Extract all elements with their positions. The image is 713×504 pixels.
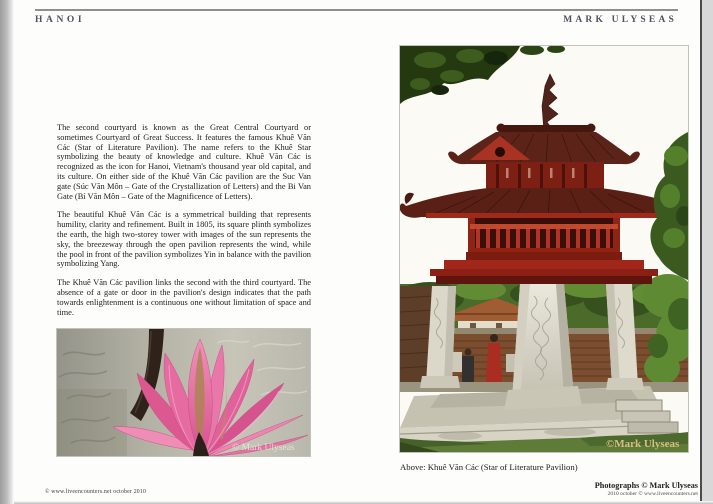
photo-credit-watermark: ©Mark Ulyseas (606, 438, 680, 450)
lotus-photo-graphic (57, 329, 310, 456)
lotus-photo (56, 328, 311, 457)
paragraph: The second courtyard is known as the Great Central Courtyard or sometimes Courtyard of Great Success. It features the famous Khuê Văn Các (Star of Literature Pavilion). The name refers to the Khuê Star symbolizing the beauty of knowledge and culture. Khuê Văn Các is recognized as the icon for Hanoi, Vietnam's thousand year old capital, and its culture. On either side of the Khuê Văn Các pavilion are the Suc Van gate (Súc Văn Môn – Gate of the Crystallization of Letters) and the Bi Van Gate (Bí Văn Môn – Gate of the Magnificence of Letters). (57, 123, 311, 201)
paragraph: The Khuê Văn Các pavilion links the second with the third courtyard. The absence of a gate or door in the pavilion's design indicates that the path towards enlightenment is a continuous one without limitation of space and time. (57, 278, 311, 317)
paragraph: The beautiful Khuê Văn Các is a symmetrical building that represents humility, clarity and refinement. Built in 1805, its square plinth symbolizes the earth, the high two-storey tower with images of the sun represents the sky, the breezeway through the open pavilion represents the wind, while the pool in front of the pavilion symbolizes Yin in balance with the pavilion symbolizing Yang. (57, 210, 311, 269)
header-rule (35, 9, 678, 11)
article-text (57, 123, 311, 326)
photo-credit-watermark: © Mark Ulyseas (232, 443, 295, 453)
pavilion-photo (399, 45, 689, 453)
header-title-author: MARK ULYSEAS (563, 15, 677, 25)
page-edge-right (702, 0, 713, 504)
page-edge-left (0, 0, 14, 504)
footer-site-credit: 2010 october © www.liveencounters.net (607, 491, 698, 497)
footer-photographs-credit: Photographs © Mark Ulyseas (594, 481, 698, 490)
photo-caption: Above: Khuê Văn Các (Star of Literature Pavilion) (400, 462, 578, 472)
header-title-hanoi: HANOI (35, 15, 86, 25)
footer-copyright-left: © www.liveencounters.net october 2010 (45, 489, 147, 495)
footer-credit-right (595, 481, 698, 497)
pavilion-photo-graphic (400, 46, 688, 452)
